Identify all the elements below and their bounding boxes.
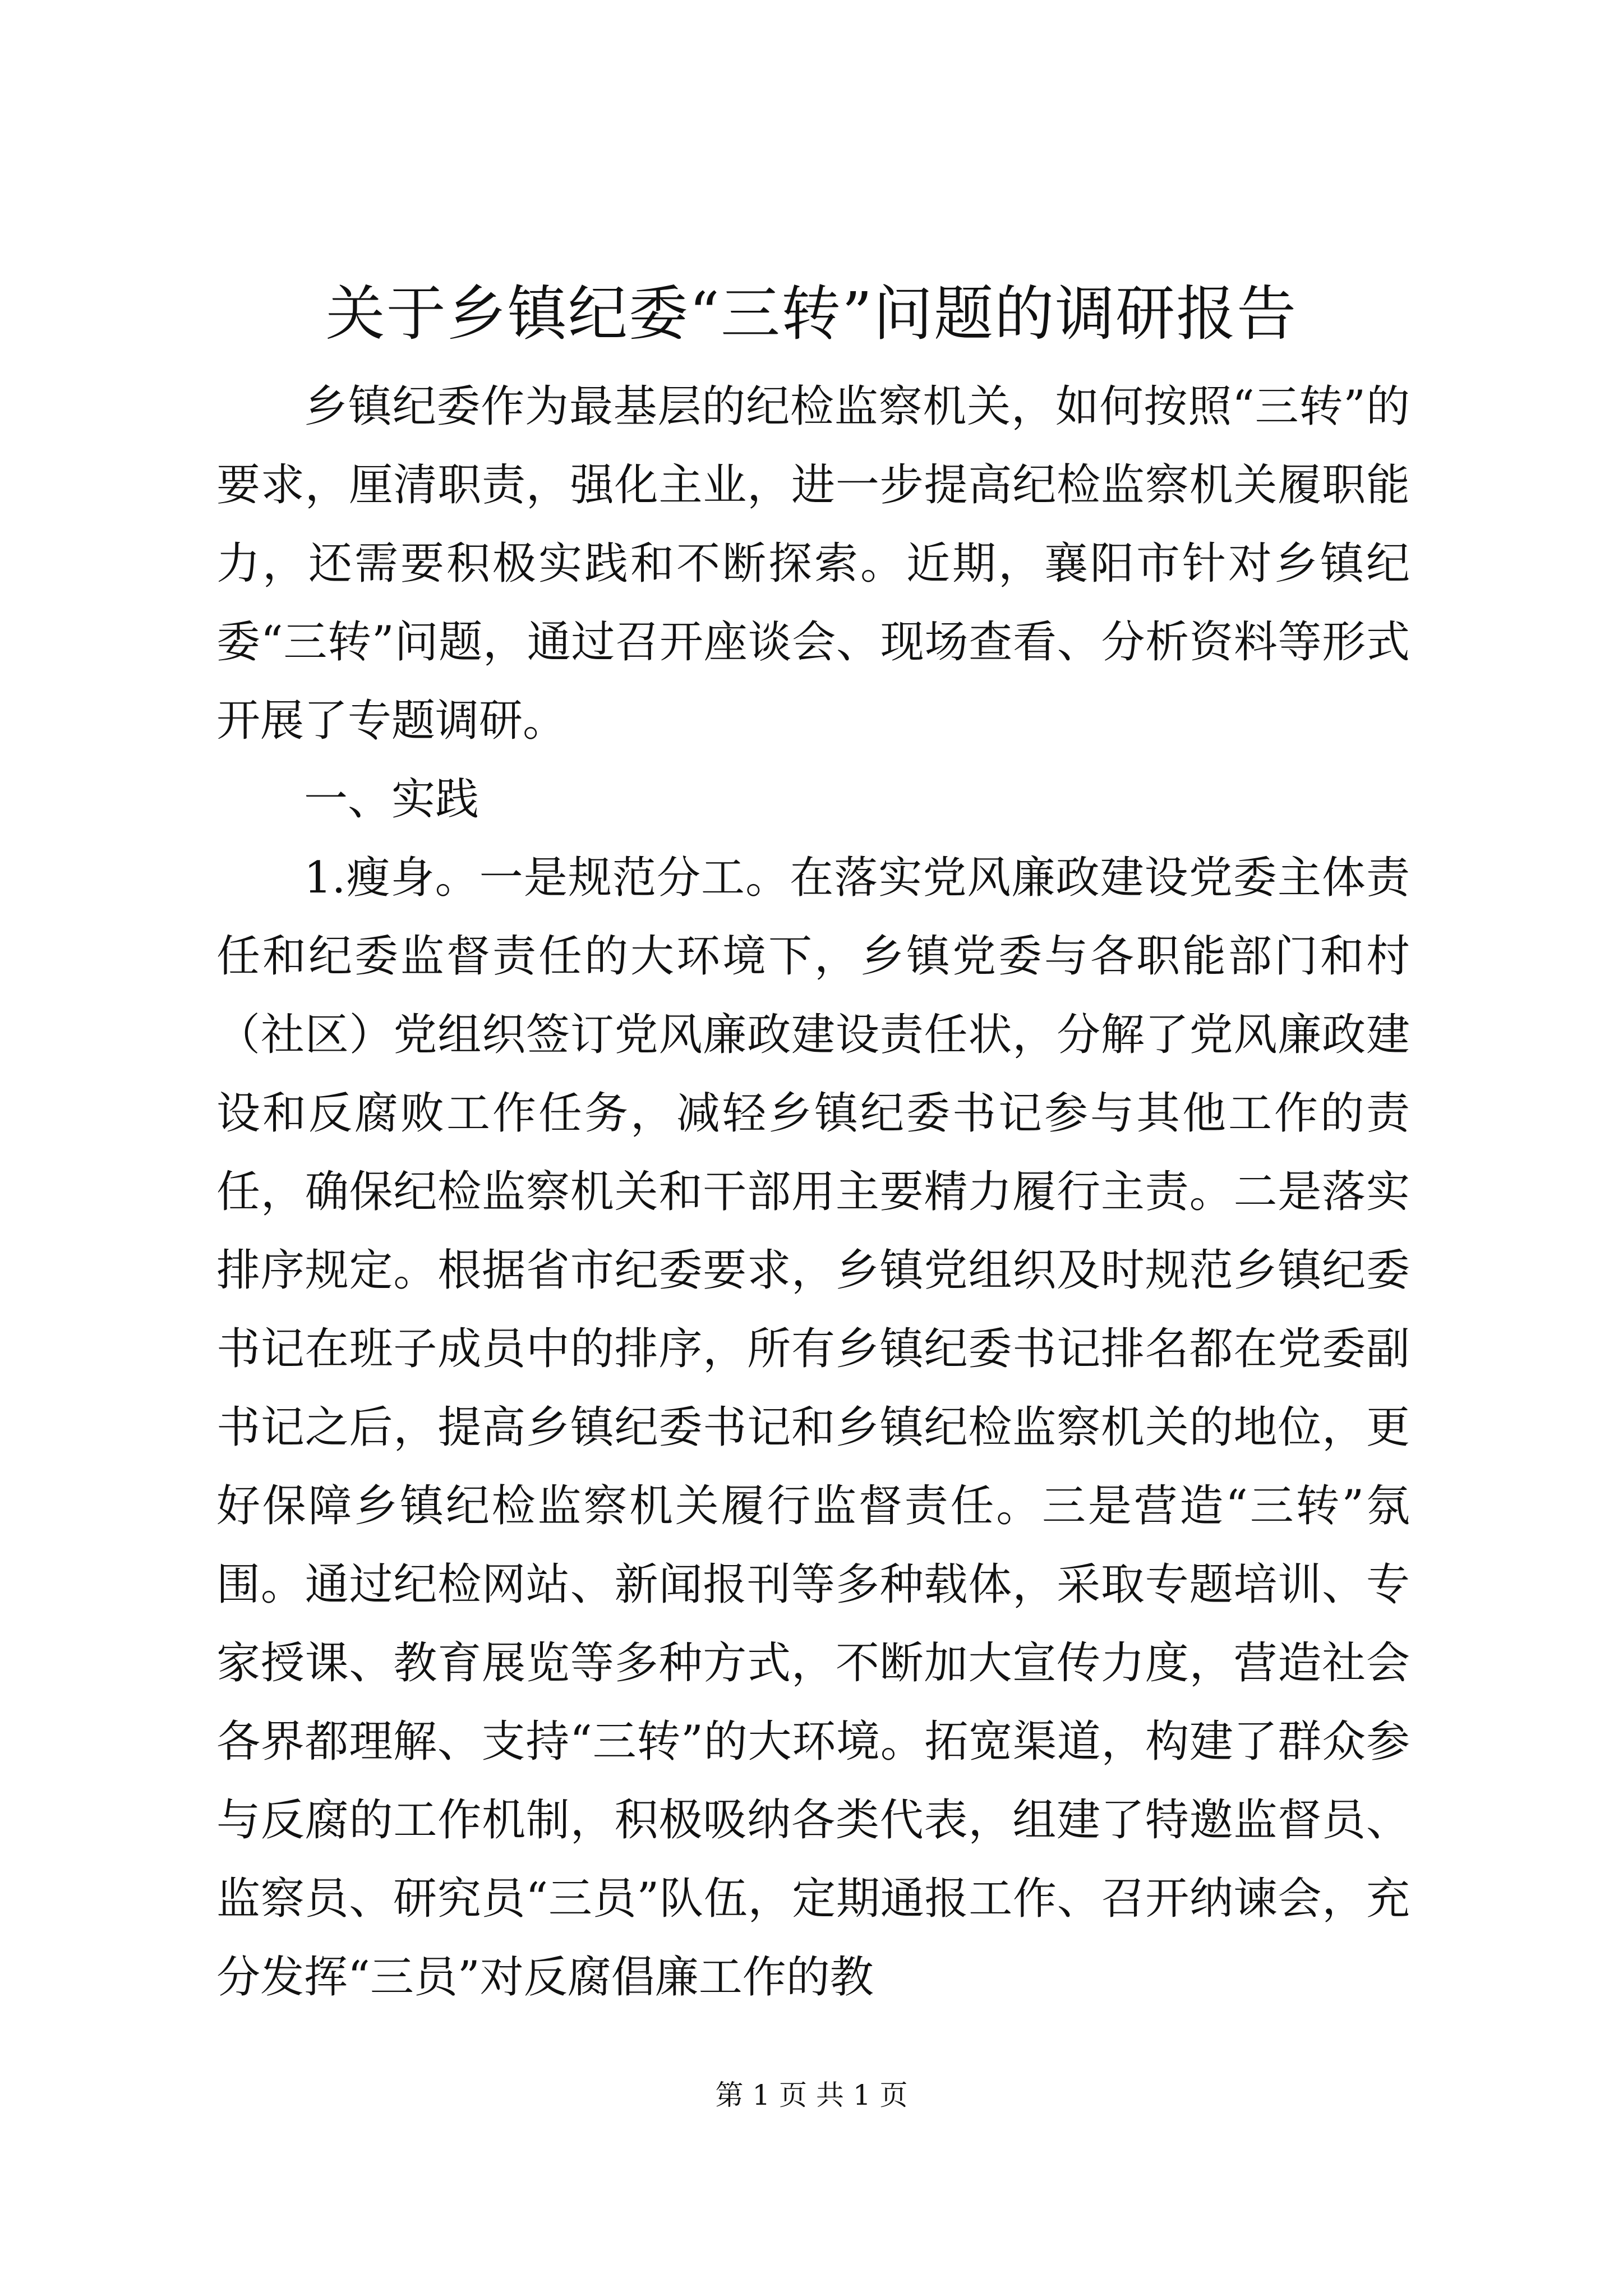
intro-paragraph: 乡镇纪委作为最基层的纪检监察机关，如何按照“三转”的要求，厘清职责，强化主业，进一步提高纪检监察机关履职能力，还需要积极实践和不断探索。近期，襄阳市针对乡镇纪委“三转”问题，通过召开座谈会、现场查看、分析资料等形式开展了专题调研。 (216, 381, 1410, 746)
practice-paragraph-1: 1.瘦身。一是规范分工。在落实党风廉政建设党委主体责任和纪委监督责任的大环境下，乡镇党委与各职能部门和村（社区）党组织签订党风廉政建设责任状，分解了党风廉政建设和反腐败工作任务，减轻乡镇纪委书记参与其他工作的责任，确保纪检监察机关和干部用主要精力履行主责。二是落实排序规定。根据省市纪委要求，乡镇党组织及时规范乡镇纪委书记在班子成员中的排序，所有乡镇纪委书记排名都在党委副书记之后，提高乡镇纪委书记和乡镇纪检监察机关的地位，更好保障乡镇纪检监察机关履行监督责任。三是营造“三转”氛围。通过纪检网站、新闻报刊等多种载体，采取专题培训、专家授课、教育展览等多种方式，不断加大宣传力度，营造社会各界都理解、支持“三转”的大环境。拓宽渠道，构建了群众参与反腐的工作机制，积极吸纳各类代表，组建了特邀监督员、监察员、研究员“三员”队伍，定期通报工作、召开纳谏会，充分发挥“三员”对反腐倡廉工作的教 (216, 853, 1410, 2003)
section-heading-practice: 一、实践 (304, 774, 479, 825)
page-footer: 第 1 页 共 1 页 (715, 2079, 908, 2111)
document-title: 关于乡镇纪委“三转”问题的调研报告 (325, 279, 1298, 348)
document-body (216, 367, 1410, 2017)
